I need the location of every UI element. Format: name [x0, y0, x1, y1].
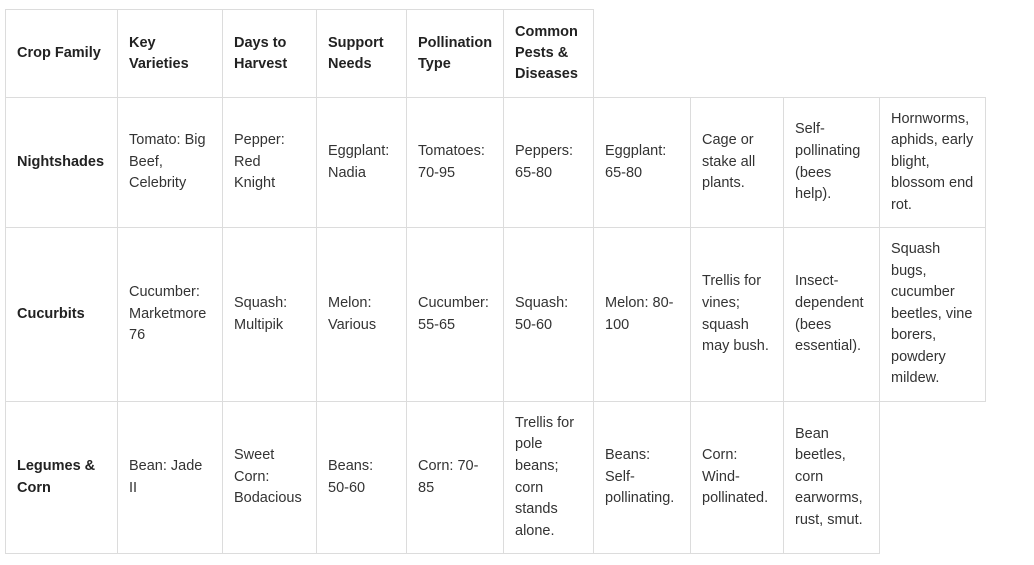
cell-text: Squash bugs, cucumber beetles, vine borers, powdery mildew.: [891, 240, 973, 387]
cell-text: Hornworms, aphids, early blight, blossom end rot.: [891, 110, 974, 213]
cell-text: Beans: 50-60: [328, 457, 374, 496]
cell-text: Insect-dependent (bees essential).: [795, 273, 864, 355]
table-cell: [503, 97, 594, 228]
header-label: Key Varieties: [129, 34, 189, 72]
cell-text: Trellis for vines; squash may bush.: [702, 273, 769, 355]
cell-text: Tomatoes: 70-95: [418, 142, 485, 181]
table-cell: [503, 227, 594, 402]
table-cell: [783, 227, 880, 402]
table-cell: [690, 97, 784, 228]
table-cell: [406, 401, 504, 554]
table-cell: [117, 97, 223, 228]
cell-text: Cucumber: Marketmore 76: [129, 284, 207, 344]
cell-text: Sweet Corn: Bodacious: [234, 447, 302, 507]
table-cell: [503, 401, 594, 554]
cell-text: Eggplant: 65-80: [605, 142, 667, 181]
cell-text: Melon: Various: [328, 294, 377, 333]
row-cucurbits-family: [5, 227, 118, 402]
table-cell: [117, 401, 223, 554]
table-cell: [406, 227, 504, 402]
table-cell: [593, 97, 691, 228]
cell-text: Pepper: Red Knight: [234, 132, 285, 192]
header-key-varieties: [117, 9, 223, 98]
header-days-to-harvest: [222, 9, 317, 98]
cell-text: Cucumber: 55-65: [418, 294, 489, 333]
table-cell: [316, 97, 407, 228]
table-cell: [593, 401, 691, 554]
table-cell: [316, 401, 407, 554]
cell-text: Eggplant: Nadia: [328, 142, 390, 181]
family-label: Legumes & Corn: [17, 457, 96, 496]
cell-text: Melon: 80-100: [605, 294, 674, 333]
table-cell: [783, 97, 880, 228]
table-cell: [222, 227, 317, 402]
cell-text: Corn: Wind-pollinated.: [702, 447, 769, 507]
table-cell: [222, 97, 317, 228]
cell-text: Tomato: Big Beef, Celebrity: [129, 132, 206, 192]
header-crop-family: [5, 9, 118, 98]
table-cell: [117, 227, 223, 402]
header-pollination-type: [406, 9, 504, 98]
table-cell: [879, 227, 986, 402]
family-label: Cucurbits: [17, 305, 85, 322]
family-label: Nightshades: [17, 153, 105, 170]
header-label: Crop Family: [17, 45, 101, 61]
cell-text: Beans: Self-pollinating.: [605, 447, 675, 507]
table-cell: [783, 401, 880, 554]
cell-text: Bean beetles, corn earworms, rust, smut.: [795, 425, 863, 528]
table-cell: [593, 227, 691, 402]
cell-text: Peppers: 65-80: [515, 142, 574, 181]
header-support-needs: [316, 9, 407, 98]
header-pests-diseases: [503, 9, 594, 98]
cell-text: Corn: 70-85: [418, 457, 479, 496]
header-label: Days to Harvest: [234, 34, 288, 72]
cell-text: Trellis for pole beans; corn stands alone.: [515, 414, 575, 539]
row-nightshades-family: [5, 97, 118, 228]
table-cell: [406, 97, 504, 228]
cell-text: Squash: Multipik: [234, 294, 288, 333]
table-cell: [690, 401, 784, 554]
table-cell: [690, 227, 784, 402]
cell-text: Cage or stake all plants.: [702, 132, 756, 192]
table-cell: [222, 401, 317, 554]
row-legumes-corn-family: [5, 401, 118, 554]
cell-text: Squash: 50-60: [515, 294, 569, 333]
cell-text: Bean: Jade II: [129, 457, 203, 496]
cell-text: Self-pollinating (bees help).: [795, 121, 861, 203]
table-cell: [316, 227, 407, 402]
table-cell: [879, 97, 986, 228]
header-label: Support Needs: [328, 34, 384, 72]
header-label: Common Pests & Diseases: [515, 24, 578, 82]
header-label: Pollination Type: [418, 34, 493, 72]
